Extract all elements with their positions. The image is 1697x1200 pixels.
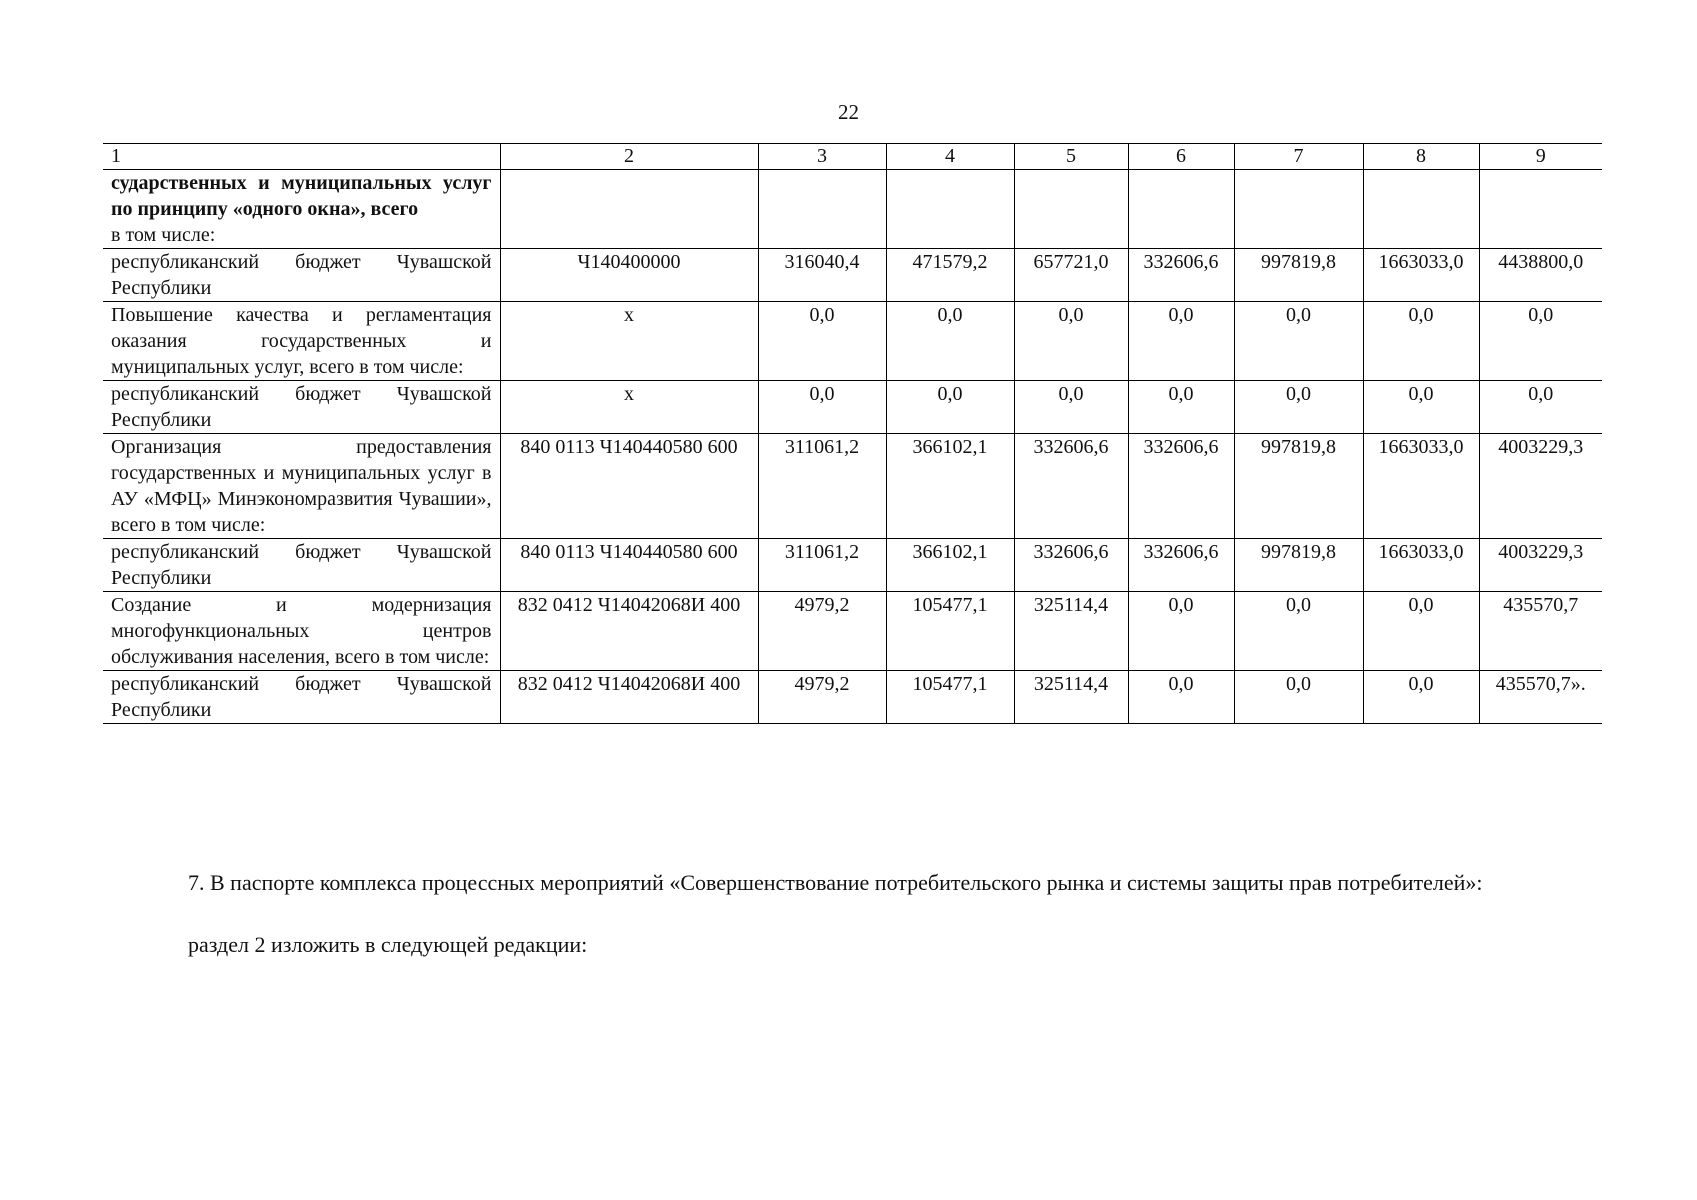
row-label-text: республиканский бюджет Чувашской Республики [111,251,492,299]
row-label-text: Создание и модернизация многофункциональных центров обслуживания населения, всего в том числе: [111,594,492,668]
table-row [103,592,1602,671]
row-label [103,539,500,592]
value-cell-col-6 [1128,170,1234,249]
paragraph-section-2-instruction: раздел 2 изложить в следующей редакции: [188,932,588,957]
table-row [103,671,1602,724]
value-cell-col-9 [1479,170,1602,249]
value-cell-col-3: 311061,2 [758,539,886,592]
column-number-6: 6 [1128,144,1234,170]
value-cell-col-3: 316040,4 [758,249,886,302]
value-cell-col-7: 997819,8 [1234,539,1363,592]
value-cell-col-4: 105477,1 [886,592,1014,671]
row-label-text: республиканский бюджет Чувашской Республики [111,673,492,721]
table-row [103,434,1602,539]
column-number-3: 3 [758,144,886,170]
value-cell-col-6: 332606,6 [1128,539,1234,592]
value-cell-col-5 [1014,170,1128,249]
value-cell-col-3: 4979,2 [758,671,886,724]
value-cell-col-5: 332606,6 [1014,539,1128,592]
table-row [103,381,1602,434]
value-cell-col-3: 311061,2 [758,434,886,539]
value-cell-col-7: 0,0 [1234,592,1363,671]
value-cell-col-3: 4979,2 [758,592,886,671]
value-cell-col-4: 0,0 [886,381,1014,434]
value-cell-col-8: 0,0 [1363,381,1479,434]
value-cell-col-3: 0,0 [758,381,886,434]
table-header-row [103,144,1602,170]
value-cell-col-6: 0,0 [1128,302,1234,381]
row-label-text: республиканский бюджет Чувашской Республики [111,383,492,431]
paragraph-item-7: 7. В паспорте комплекса процессных мероприятий «Совершенствование потребительского рынка и системы защиты прав потребителей»: [188,870,1483,895]
value-cell-col-6: 332606,6 [1128,434,1234,539]
column-number-2: 2 [500,144,758,170]
value-cell-col-9: 4003229,3 [1479,539,1602,592]
row-label [103,381,500,434]
value-cell-col-6: 332606,6 [1128,249,1234,302]
row-label-text: Повышение качества и регламентация оказания государственных и муниципальных услуг, всего в том числе: [111,304,492,378]
value-cell-col-9: 0,0 [1479,381,1602,434]
value-cell-col-8: 1663033,0 [1363,539,1479,592]
value-cell-col-7: 997819,8 [1234,249,1363,302]
value-cell-col-5: 0,0 [1014,381,1128,434]
value-cell-col-6: 0,0 [1128,592,1234,671]
row-label [103,671,500,724]
value-cell-col-6: 0,0 [1128,671,1234,724]
column-number-9: 9 [1479,144,1602,170]
value-cell-col-8: 0,0 [1363,302,1479,381]
row-label-bold: сударственных и муниципальных услуг по принципу «одного окна», всего [111,172,492,220]
value-cell-col-8: 1663033,0 [1363,434,1479,539]
column-number-5: 5 [1014,144,1128,170]
value-cell-col-4: 366102,1 [886,434,1014,539]
value-cell-col-9: 0,0 [1479,302,1602,381]
value-cell-col-4: 366102,1 [886,539,1014,592]
table-row [103,302,1602,381]
row-label-text: в том числе: [111,224,216,246]
value-cell-col-4: 105477,1 [886,671,1014,724]
row-label [103,302,500,381]
column-number-4: 4 [886,144,1014,170]
value-cell-col-4: 0,0 [886,302,1014,381]
value-cell-col-9: 435570,7». [1479,671,1602,724]
budget-code: 840 0113 Ч140440580 600 [500,539,758,592]
value-cell-col-5: 325114,4 [1014,592,1128,671]
value-cell-col-3 [758,170,886,249]
value-cell-col-9: 4438800,0 [1479,249,1602,302]
budget-code: 840 0113 Ч140440580 600 [500,434,758,539]
value-cell-col-6: 0,0 [1128,381,1234,434]
value-cell-col-8 [1363,170,1479,249]
value-cell-col-8: 0,0 [1363,671,1479,724]
value-cell-col-5: 332606,6 [1014,434,1128,539]
budget-code: х [500,302,758,381]
value-cell-col-4 [886,170,1014,249]
table-row [103,170,1602,249]
value-cell-col-9: 4003229,3 [1479,434,1602,539]
table-row [103,539,1602,592]
value-cell-col-3: 0,0 [758,302,886,381]
value-cell-col-7: 0,0 [1234,671,1363,724]
row-label [103,249,500,302]
column-number-8: 8 [1363,144,1479,170]
budget-code: 832 0412 Ч14042068И 400 [500,671,758,724]
table-row [103,249,1602,302]
budget-code: 832 0412 Ч14042068И 400 [500,592,758,671]
value-cell-col-8: 0,0 [1363,592,1479,671]
value-cell-col-5: 657721,0 [1014,249,1128,302]
value-cell-col-7: 0,0 [1234,302,1363,381]
row-label [103,592,500,671]
column-number-7: 7 [1234,144,1363,170]
row-label [103,434,500,539]
value-cell-col-8: 1663033,0 [1363,249,1479,302]
value-cell-col-5: 325114,4 [1014,671,1128,724]
column-number-1: 1 [103,144,500,170]
budget-table [103,143,1602,724]
value-cell-col-5: 0,0 [1014,302,1128,381]
value-cell-col-9: 435570,7 [1479,592,1602,671]
value-cell-col-4: 471579,2 [886,249,1014,302]
value-cell-col-7: 997819,8 [1234,434,1363,539]
budget-code: х [500,381,758,434]
page-number: 22 [838,100,859,124]
value-cell-col-7: 0,0 [1234,381,1363,434]
row-label-text: республиканский бюджет Чувашской Республики [111,541,492,589]
budget-code [500,170,758,249]
value-cell-col-7 [1234,170,1363,249]
row-label [103,170,500,249]
row-label-text: Организация предоставления государственных и муниципальных услуг в АУ «МФЦ» Минэкономразвития Чувашии», всего в том числе: [111,436,492,536]
budget-code: Ч140400000 [500,249,758,302]
